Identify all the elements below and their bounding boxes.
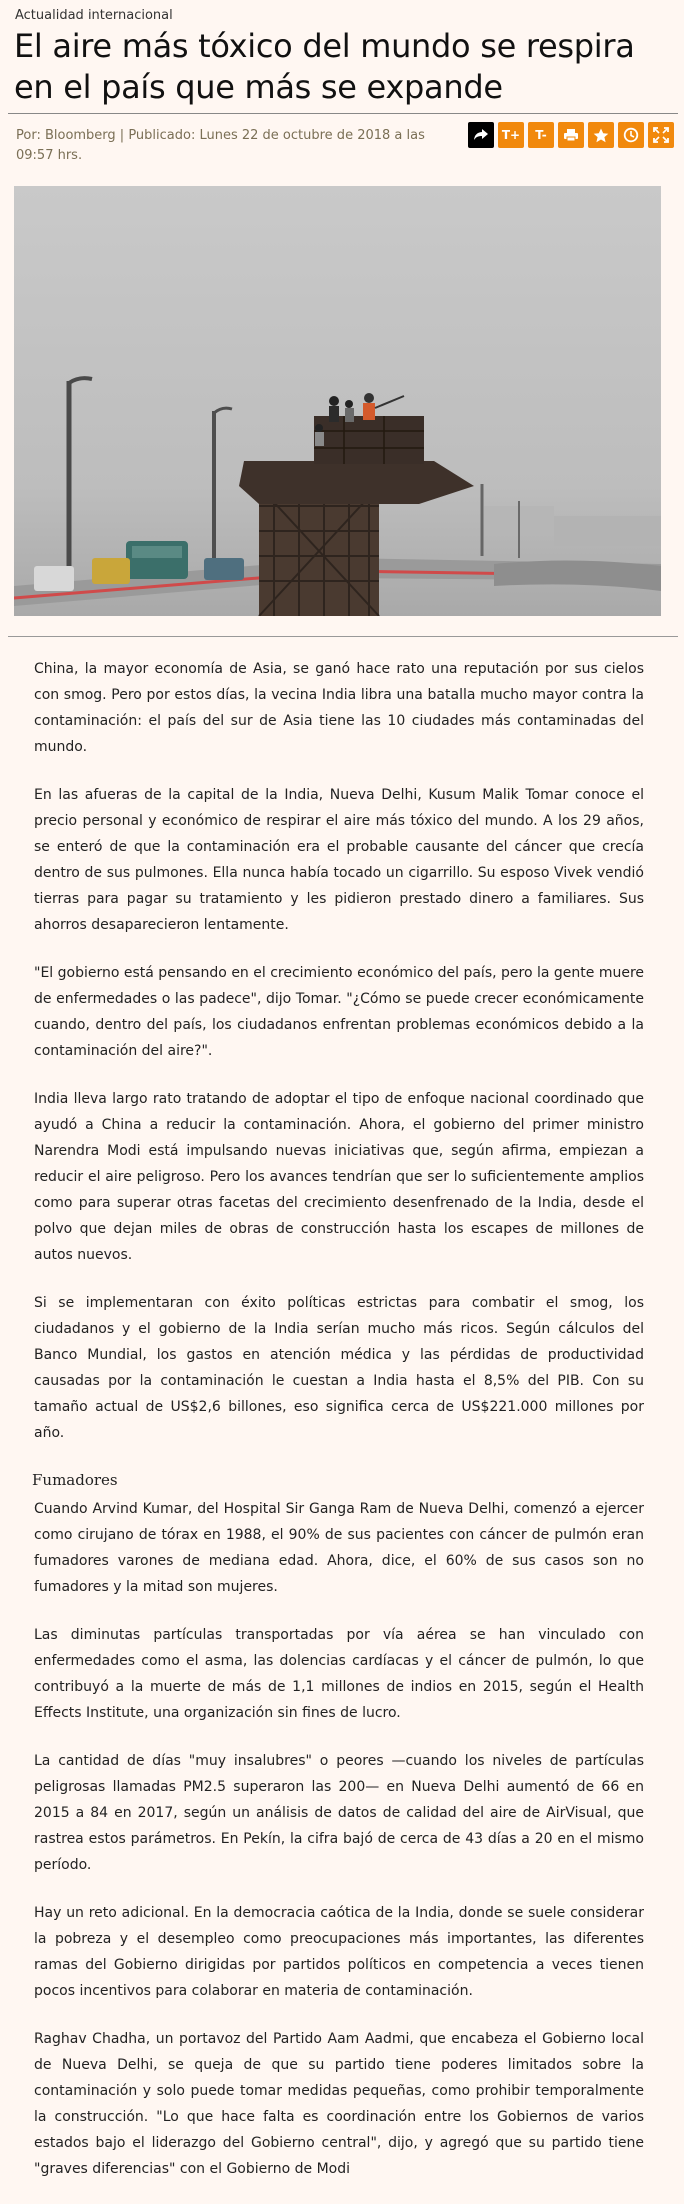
byline: Por: Bloomberg | Publicado: Lunes 22 de octubre de 2018 a las 09:57 hrs. [16, 128, 425, 163]
article-photo [14, 186, 661, 616]
paragraph: Si se implementaran con éxito políticas estrictas para combatir el smog, los ciudadanos y el gobierno de la India serían mucho más ricos. Según cálculos del Banco Mundial, los gastos en atención médica y las pérdidas de productividad causadas por la contaminación le cuestan a India hasta el 8,5% del PIB. Con su tamaño actual de US$2,6 billones, eso significa cerca de US$221.000 millones por año. [34, 1295, 644, 1441]
paragraph: Las diminutas partículas transportadas por vía aérea se han vinculado con enfermedades como el asma, las dolencias cardíacas y el cáncer de pulmón, lo que contribuyó a la muerte de más de 1,1 millones de indios en 2015, según el Health Effects Institute, una organización sin fines de lucro. [34, 1627, 644, 1721]
paragraph: India lleva largo rato tratando de adoptar el tipo de enfoque nacional coordinado que ayudó a China a reducir la contaminación. Ahora, el gobierno del primer ministro Narendra Modi está impulsando nuevas iniciativas que, según afirma, empiezan a reducir el aire peligroso. Pero los avances tendrían que ser lo suficientemente amplios como para superar otras facetas del crecimiento desenfrenado de la India, desde el polvo que dejan miles de obras de construcción hasta los escapes de millones de autos nuevos. [34, 1091, 644, 1263]
paragraph: China, la mayor economía de Asia, se ganó hace rato una reputación por sus cielos con smog. Pero por estos días, la vecina India libra una batalla mucho mayor contra la contaminación: el país del sur de Asia tiene las 10 ciudades más contaminadas del mundo. [34, 661, 644, 755]
share-arrow-icon [473, 128, 489, 142]
share-button[interactable] [468, 122, 494, 148]
article-body [34, 656, 644, 2204]
history-button[interactable] [618, 122, 644, 148]
article-toolbar [468, 122, 674, 148]
decrease-font-button[interactable]: T- [528, 122, 554, 148]
print-button[interactable] [558, 122, 584, 148]
paragraph: "El gobierno está pensando en el crecimiento económico del país, pero la gente muere de enfermedades o las padece", dijo Tomar. "¿Cómo se puede crecer económicamente cuando, dentro del país, los ciudadanos enfrentan problemas económicos debido a la contaminación del aire?". [34, 965, 645, 1059]
expand-icon [653, 127, 669, 143]
paragraph: Hay un reto adicional. En la democracia caótica de la India, donde se suele considerar la pobreza y el desempleo como preocupaciones más importantes, las diferentes ramas del Gobierno dirigidas por partidos políticos en competencia a veces tienen pocos incentivos para colaborar en materia de contaminación. [34, 1905, 644, 1999]
clock-icon [623, 127, 639, 143]
star-icon [593, 128, 609, 143]
subheading: Fumadores [32, 1471, 118, 1489]
divider [8, 113, 678, 114]
paragraph: La cantidad de días "muy insalubres" o peores —cuando los niveles de partículas peligrosas llamadas PM2.5 superaron las 200— en Nueva Delhi aumentó de 66 en 2015 a 84 en 2017, según un análisis de datos de calidad del aire de AirVisual, que rastrea estos parámetros. En Pekín, la cifra bajó de cerca de 43 días a 20 en el mismo período. [34, 1753, 644, 1873]
increase-font-button[interactable]: T+ [498, 122, 524, 148]
section-label[interactable]: Actualidad internacional [15, 8, 173, 23]
printer-icon [563, 128, 579, 142]
paragraph: Cuando Arvind Kumar, del Hospital Sir Ganga Ram de Nueva Delhi, comenzó a ejercer como cirujano de tórax en 1988, el 90% de sus pacientes con cáncer de pulmón eran fumadores varones de mediana edad. Ahora, dice, el 60% de sus casos son no fumadores y la mitad son mujeres. [34, 1501, 644, 1595]
photo-smog-construction [14, 186, 661, 616]
fullscreen-button[interactable] [648, 122, 674, 148]
favorite-button[interactable] [588, 122, 614, 148]
paragraph: En las afueras de la capital de la India, Nueva Delhi, Kusum Malik Tomar conoce el precio personal y económico de respirar el aire más tóxico del mundo. A los 29 años, se enteró de que la contaminación era el probable causante del cáncer que crecía dentro de sus pulmones. Ella nunca había tocado un cigarrillo. Su esposo Vivek vendió tierras para pagar su tratamiento y les pidieron prestado dinero a familiares. Sus ahorros desaparecieron lentamente. [34, 787, 644, 933]
divider [8, 636, 678, 637]
article-headline: El aire más tóxico del mundo se respira en el país que más se expande [14, 27, 635, 106]
paragraph: Raghav Chadha, un portavoz del Partido Aam Aadmi, que encabeza el Gobierno local de Nueva Delhi, se queja de que su partido tiene poderes limitados sobre la contaminación y solo puede tomar medidas pequeñas, como prohibir temporalmente la construcción. "Lo que hace falta es coordinación entre los Gobiernos de varios estados bajo el liderazgo del Gobierno central", dijo, y agregó que su partido tiene "graves diferencias" con el Gobierno de Modi [34, 2031, 644, 2177]
